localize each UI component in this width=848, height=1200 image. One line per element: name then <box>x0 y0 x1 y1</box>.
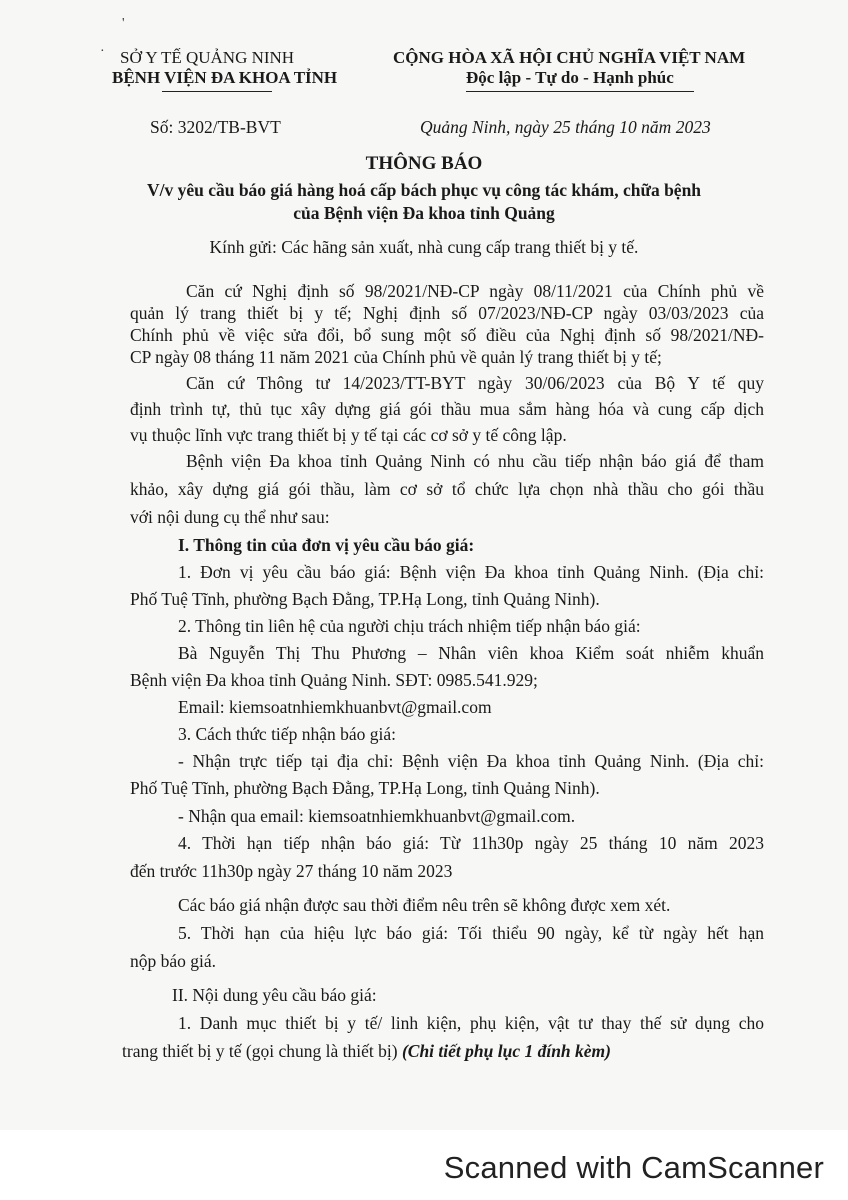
paragraph-line: Phố Tuệ Tĩnh, phường Bạch Đằng, TP.Hạ Long, tỉnh Quảng Ninh). <box>130 778 600 798</box>
paragraph-line: quản lý trang thiết bị y tế; Nghị định số 07/2023/NĐ-CP ngày 03/03/2023 của <box>130 303 764 323</box>
section-heading: II. Nội dung yêu cầu báo giá: <box>172 985 377 1005</box>
camscanner-watermark: Scanned with CamScanner <box>443 1150 824 1185</box>
contact-email: Email: kiemsoatnhiemkhuanbvt@gmail.com <box>178 697 492 717</box>
paragraph-line: nộp báo giá. <box>130 951 217 971</box>
paragraph-line: 2. Thông tin liên hệ của người chịu trách nhiệm tiếp nhận báo giá: <box>178 616 641 636</box>
paragraph-line: Các báo giá nhận được sau thời điểm nêu trên sẽ không được xem xét. <box>178 895 671 915</box>
paragraph-line: vụ thuộc lĩnh vực trang thiết bị y tế tại các cơ sở y tế công lập. <box>130 425 567 445</box>
paragraph-line: - Nhận trực tiếp tại địa chỉ: Bệnh viện Đa khoa tỉnh Quảng Ninh. (Địa chỉ: <box>178 751 764 771</box>
paragraph-line: Bệnh viện Đa khoa tỉnh Quảng Ninh. SĐT: 0985.541.929; <box>130 670 538 690</box>
national-motto: Độc lập - Tự do - Hạnh phúc <box>466 68 674 87</box>
paragraph-line: định trình tự, thủ tục xây dựng giá gói thầu mua sắm hàng hóa và cung cấp dịch <box>130 399 764 419</box>
scan-speck: · <box>100 44 105 59</box>
scanner-footer <box>0 1130 848 1200</box>
document-date: Quảng Ninh, ngày 25 tháng 10 năm 2023 <box>420 117 711 137</box>
paragraph-line: Phố Tuệ Tĩnh, phường Bạch Đằng, TP.Hạ Long, tỉnh Quảng Ninh). <box>130 589 600 609</box>
document-title: THÔNG BÁO <box>365 153 483 174</box>
paragraph-line: đến trước 11h30p ngày 27 tháng 10 năm 2023 <box>130 861 453 881</box>
document-number: Số: 3202/TB-BVT <box>150 117 281 137</box>
recipient-line: Kính gửi: Các hãng sản xuất, nhà cung cấp trang thiết bị y tế. <box>209 237 639 257</box>
paragraph-line: 5. Thời hạn của hiệu lực báo giá: Tối thiểu 90 ngày, kể từ ngày hết hạn <box>178 923 764 943</box>
header-right-underline <box>466 91 694 92</box>
paragraph-text: trang thiết bị y tế (gọi chung là thiết bị) <box>122 1041 398 1061</box>
paragraph-line <box>122 1041 611 1061</box>
appendix-reference: (Chi tiết phụ lục 1 đính kèm) <box>401 1041 611 1061</box>
paragraph-line: 4. Thời hạn tiếp nhận báo giá: Từ 11h30p ngày 25 tháng 10 năm 2023 <box>178 833 764 853</box>
paragraph-line: Chính phủ về việc sửa đổi, bổ sung một số điều của Nghị định số 98/2021/NĐ- <box>130 325 764 345</box>
paragraph-line: 1. Danh mục thiết bị y tế/ linh kiện, phụ kiện, vật tư thay thế sử dụng cho <box>178 1013 764 1033</box>
paragraph-line: Căn cứ Thông tư 14/2023/TT-BYT ngày 30/06/2023 của Bộ Y tế quy <box>186 373 764 393</box>
agency-name: SỞ Y TẾ QUẢNG NINH <box>120 48 295 67</box>
paragraph-line: 3. Cách thức tiếp nhận báo giá: <box>178 724 396 744</box>
paragraph-line: 1. Đơn vị yêu cầu báo giá: Bệnh viện Đa khoa tỉnh Quảng Ninh. (Địa chỉ: <box>178 562 764 582</box>
paragraph-line: Bệnh viện Đa khoa tỉnh Quảng Ninh có nhu cầu tiếp nhận báo giá để tham <box>186 451 764 471</box>
hospital-name: BỆNH VIỆN ĐA KHOA TỈNH <box>112 68 338 87</box>
paragraph-line: với nội dung cụ thể như sau: <box>130 507 330 527</box>
document-subject-line1: V/v yêu cầu báo giá hàng hoá cấp bách phục vụ công tác khám, chữa bệnh <box>146 180 702 200</box>
section-heading: I. Thông tin của đơn vị yêu cầu báo giá: <box>178 535 475 555</box>
scan-speck: ' <box>122 16 125 31</box>
header-left-underline <box>162 91 272 92</box>
paragraph-line: CP ngày 08 tháng 11 năm 2021 của Chính phủ về quản lý trang thiết bị y tế; <box>130 347 662 367</box>
document-subject-line2: của Bệnh viện Đa khoa tỉnh Quảng <box>293 203 555 223</box>
paragraph-line: Bà Nguyễn Thị Thu Phương – Nhân viên khoa Kiểm soát nhiễm khuẩn <box>178 643 764 663</box>
national-title: CỘNG HÒA XÃ HỘI CHỦ NGHĨA VIỆT NAM <box>393 48 746 67</box>
paragraph-line: khảo, xây dựng giá gói thầu, làm cơ sở tổ chức lựa chọn nhà thầu cho gói thầu <box>130 479 764 499</box>
paragraph-line: - Nhận qua email: kiemsoatnhiemkhuanbvt@gmail.com. <box>178 806 576 826</box>
paragraph-line: Căn cứ Nghị định số 98/2021/NĐ-CP ngày 08/11/2021 của Chính phủ về <box>186 281 764 301</box>
